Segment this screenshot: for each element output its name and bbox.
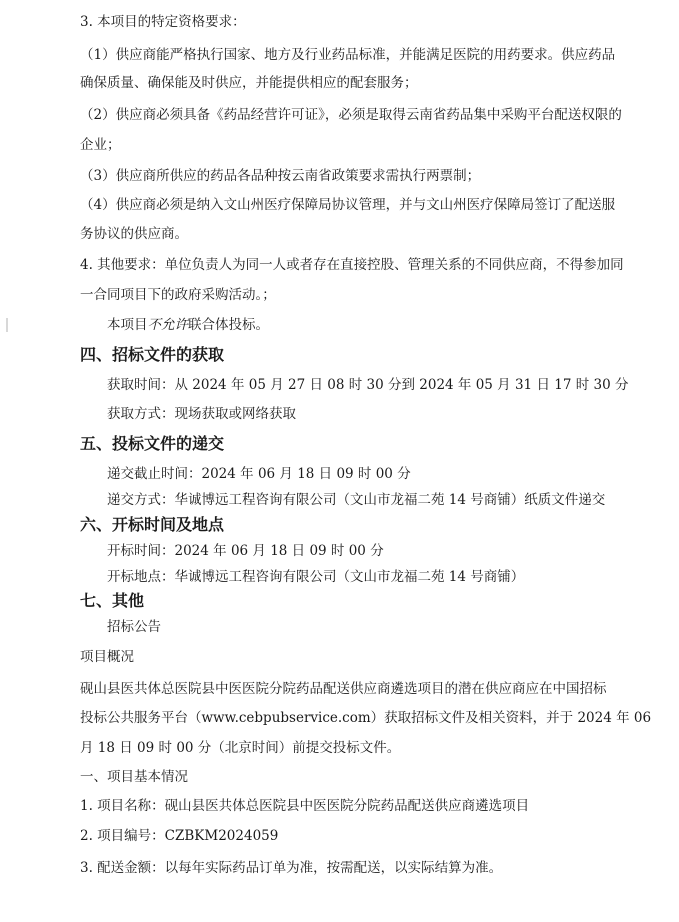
- req3-item3: （3）供应商所供应的药品各品种按云南省政策要求需执行两票制；: [80, 168, 481, 184]
- req3-item2-line1: （2）供应商必须具备《药品经营许可证》，必须是取得云南省药品集中采购平台配送权限的: [80, 107, 622, 123]
- req3-item2-line2: 企业；: [80, 137, 121, 153]
- scan-edge-mark: [6, 318, 8, 332]
- project-number: 2. 项目编号：CZBKM2024059: [80, 828, 279, 844]
- overview-line3: 月 18 日 09 时 00 分（北京时间）前提交投标文件。: [80, 740, 401, 756]
- delivery-amount: 3. 配送金额：以每年实际药品订单为准，按需配送，以实际结算为准。: [80, 860, 503, 876]
- req4-line1: 4. 其他要求：单位负责人为同一人或者存在直接控股、管理关系的不同供应商，不得参加同: [80, 257, 624, 273]
- get-method: 获取方式：现场获取或网络获取: [107, 406, 296, 422]
- open-place: 开标地点：华诚博远工程咨询有限公司（文山市龙福二苑 14 号商铺）: [107, 569, 525, 585]
- submit-method: 递交方式：华诚博远工程咨询有限公司（文山市龙福二苑 14 号商铺）纸质文件递交: [107, 492, 606, 508]
- consortium-prefix: 本项目: [107, 317, 148, 333]
- project-name: 1. 项目名称：砚山县医共体总医院县中医医院分院药品配送供应商遴选项目: [80, 798, 530, 814]
- open-time: 开标时间：2024 年 06 月 18 日 09 时 00 分: [107, 543, 384, 559]
- notice-label: 招标公告: [107, 619, 161, 635]
- consortium-suffix: 联合体投标。: [188, 317, 269, 333]
- consortium-note: [107, 315, 269, 335]
- get-time: 获取时间：从 2024 年 05 月 27 日 08 时 30 分到 2024 年 05 月 31 日 17 时 30 分: [107, 377, 629, 393]
- heading-section-7: 七、其他: [80, 591, 145, 610]
- heading-section-6: 六、开标时间及地点: [80, 515, 225, 534]
- req4-line2: 一合同项目下的政府采购活动。；: [80, 287, 276, 303]
- req3-title: 3. 本项目的特定资格要求：: [80, 14, 246, 30]
- overview-line1: 砚山县医共体总医院县中医医院分院药品配送供应商遴选项目的潜在供应商应在中国招标: [80, 681, 607, 697]
- req3-item1-line1: （1）供应商能严格执行国家、地方及行业药品标准，并能满足医院的用药要求。供应药品: [80, 47, 616, 63]
- req3-item4-line2: 务协议的供应商。: [80, 226, 188, 242]
- req3-item1-line2: 确保质量、确保能及时供应，并能提供相应的配套服务；: [80, 75, 418, 91]
- overview-line2: 投标公共服务平台（www.cebpubservice.com）获取招标文件及相关资料，并于 2024 年 06: [80, 710, 652, 726]
- heading-section-4: 四、招标文件的获取: [80, 345, 225, 364]
- submit-deadline: 递交截止时间：2024 年 06 月 18 日 09 时 00 分: [107, 466, 411, 482]
- req3-item4-line1: （4）供应商必须是纳入文山州医疗保障局协议管理，并与文山州医疗保障局签订了配送服: [80, 197, 616, 213]
- heading-section-5: 五、投标文件的递交: [80, 434, 225, 453]
- consortium-emphasis: 不允许: [147, 317, 188, 333]
- section-basic-info: 一、项目基本情况: [80, 769, 188, 785]
- overview-label: 项目概况: [80, 649, 134, 665]
